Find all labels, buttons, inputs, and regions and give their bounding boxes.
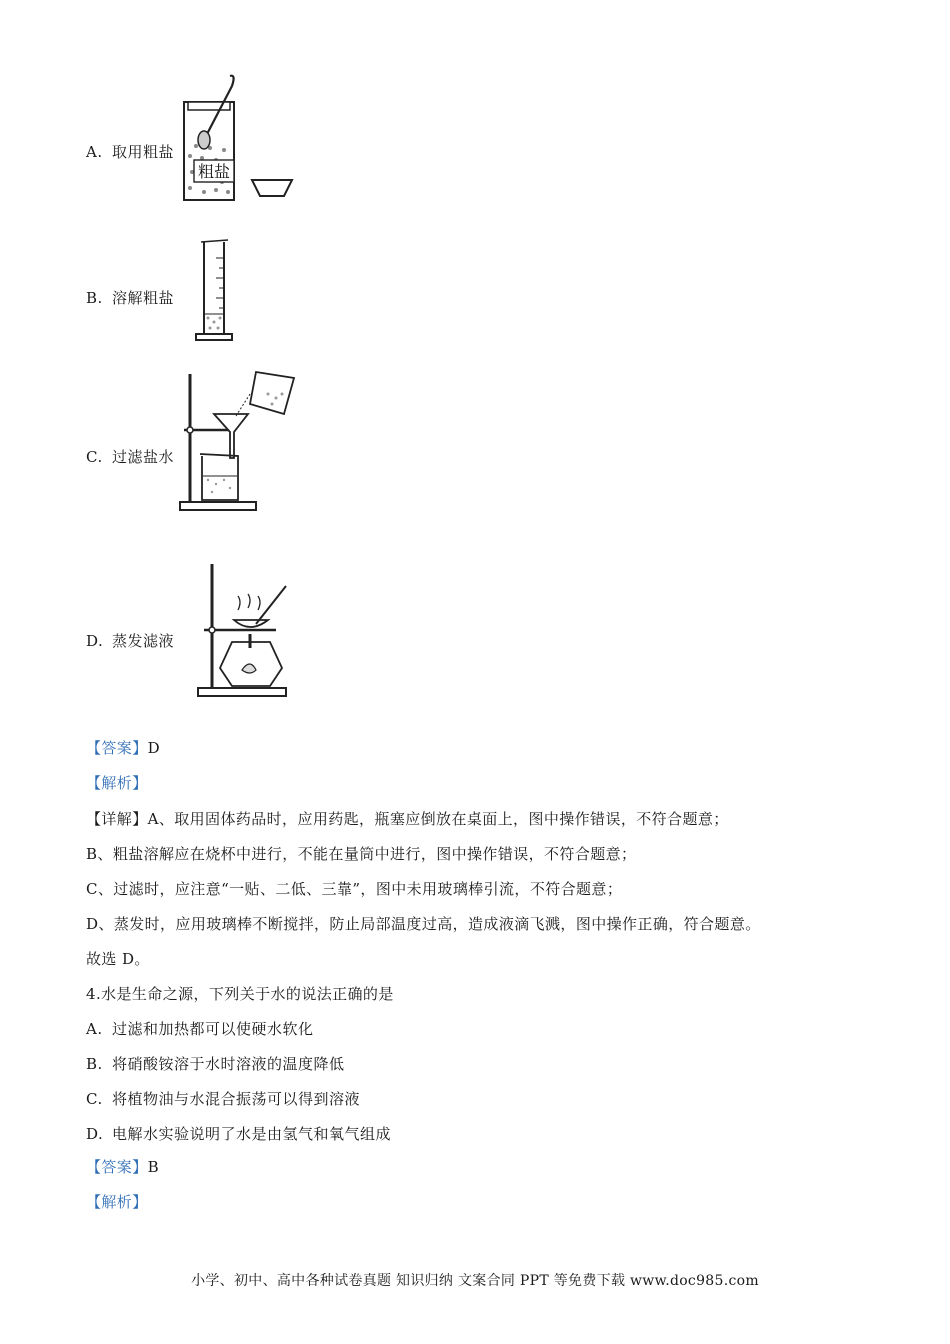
option-letter: B. [86,289,103,307]
option-text: 将植物油与水混合振荡可以得到溶液 [112,1090,361,1108]
option-text: 将硝酸铵溶于水时溶液的温度降低 [112,1055,345,1073]
page-footer: 小学、初中、高中各种试卷真题 知识归纳 文案合同 PPT 等免费下载 www.doc985.com [191,1273,759,1289]
q4-analysis-tag [86,1191,148,1212]
answer-tag: 【答案】 [86,739,148,757]
q4-option-b [86,1053,345,1074]
option-text: 过滤盐水 [112,448,175,466]
q4-option-d [86,1123,391,1144]
reagent-jar-figure [176,72,296,204]
option-text: 电解水实验说明了水是由氢气和氧气组成 [112,1125,392,1143]
detail-tag: 【详解】 [86,810,148,828]
option-letter: A. [86,143,103,161]
filtration-figure [176,364,302,514]
q3-detail-line-3: C、过滤时，应注意“一贴、二低、三靠”，图中未用玻璃棒引流，不符合题意； [86,880,623,898]
q4-option-c [86,1088,360,1109]
answer-value: D [147,739,161,757]
option-letter: D. [86,632,104,650]
q4-option-a [86,1018,314,1039]
q3-analysis-tag [86,772,148,793]
answer-value: B [147,1158,160,1176]
option-text: 蒸发滤液 [112,632,175,650]
evaporation-figure [192,558,296,700]
option-a [86,141,174,162]
option-letter: D. [86,1125,104,1143]
q4-stem: 4.水是生命之源，下列关于水的说法正确的是 [86,985,394,1003]
q3-detail-line-1 [86,808,729,829]
graduated-cylinder-figure [192,238,238,346]
jar-label: 粗盐 [197,162,231,181]
detail-text: A、取用固体药品时，应用药匙，瓶塞应倒放在桌面上，图中操作错误，不符合题意； [147,810,729,828]
analysis-tag: 【解析】 [86,774,148,792]
option-b [86,287,174,308]
option-letter: C. [86,1090,103,1108]
answer-tag: 【答案】 [86,1158,148,1176]
option-letter: C. [86,448,103,466]
option-text: 溶解粗盐 [112,289,175,307]
option-c [86,446,174,467]
option-d [86,630,174,651]
q3-detail-line-4: D、蒸发时，应用玻璃棒不断搅拌，防止局部温度过高，造成液滴飞溅，图中操作正确，符合题意。 [86,915,761,933]
option-letter: B. [86,1055,103,1073]
q3-conclusion: 故选 D。 [86,950,150,968]
analysis-tag: 【解析】 [86,1193,148,1211]
option-text: 取用粗盐 [112,143,175,161]
option-letter: A. [86,1020,103,1038]
q3-answer [86,737,160,758]
q3-detail-line-2: B、粗盐溶解应在烧杯中进行，不能在量筒中进行，图中操作错误，不符合题意； [86,845,637,863]
option-text: 过滤和加热都可以使硬水软化 [112,1020,314,1038]
q4-answer [86,1156,159,1177]
